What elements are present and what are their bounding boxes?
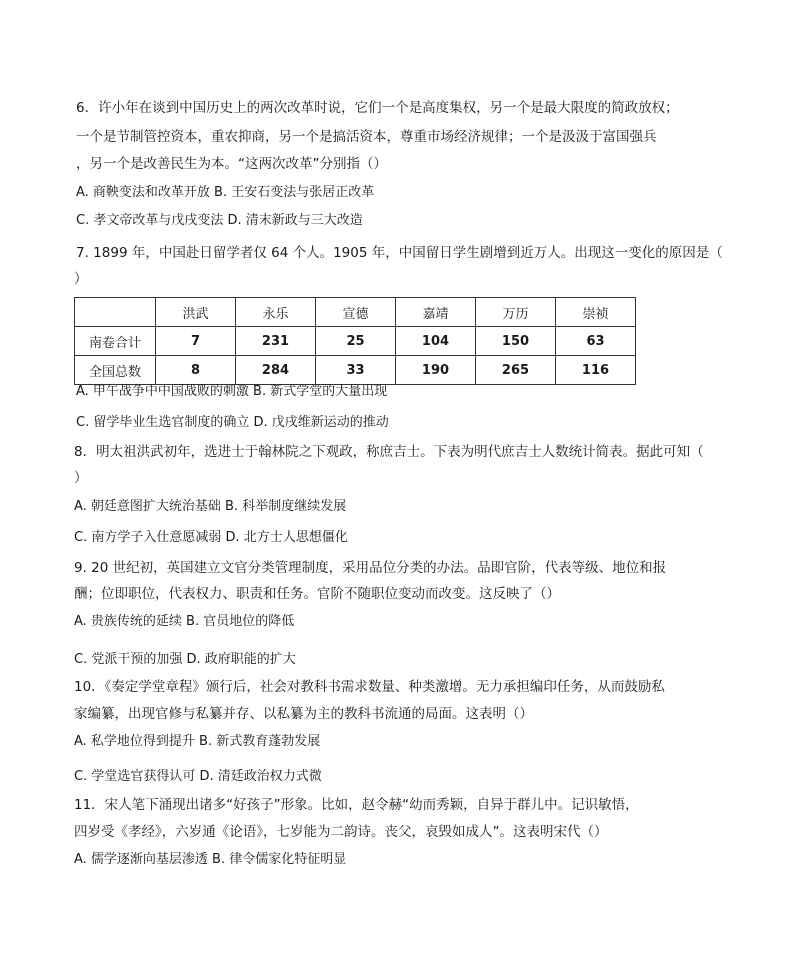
table-cell: 63 (556, 327, 636, 356)
table-row-label: 南卷合计 (75, 327, 156, 356)
table-corner-cell (75, 298, 156, 327)
q11-options-ab: A. 儒学逐渐向基层渗透 B. 律令儒家化特征明显 (74, 852, 347, 867)
q7-options-ab: A. 甲午战争中中国战败的刺激 B. 新式学堂的大量出现 (76, 384, 388, 399)
q6-stem-line3: ，另一个是改善民生为本。“这两次改革”分别指（） (76, 156, 387, 172)
q6-options-cd: C. 孝文帝改革与戊戌变法 D. 清末新政与三大改造 (76, 213, 363, 228)
q10-stem-line1: 10．《奏定学堂章程》颁行后，社会对教科书需求数量、种类激增。无力承担编印任务，从而鼓励私 (74, 679, 665, 695)
q6-stem-line2: 一个是节制管控资本，重农抑商，另一个是搞活资本，尊重市场经济规律；一个是汲汲于富国强兵 (76, 129, 657, 145)
q9-options-cd: C. 党派干预的加强 D. 政府职能的扩大 (74, 652, 296, 667)
table-cell: 25 (316, 327, 396, 356)
q10-stem-line2: 家编纂，出现官修与私纂并存、以私纂为主的教科书流通的局面。这表明（） (74, 706, 533, 722)
q7-stem-line2: ） (74, 271, 88, 287)
table-header-cell: 嘉靖 (396, 298, 476, 327)
table-header-cell: 宣德 (316, 298, 396, 327)
table-cell: 8 (156, 356, 236, 385)
q8-options-cd: C. 南方学子入仕意愿减弱 D. 北方士人思想僵化 (74, 530, 348, 545)
table-row-label: 全国总数 (75, 356, 156, 385)
table-header-cell: 万历 (476, 298, 556, 327)
table-header-cell: 永乐 (236, 298, 316, 327)
q8-stem-line2: ） (74, 470, 88, 486)
table-cell: 150 (476, 327, 556, 356)
q11-stem-line2: 四岁受《孝经》，六岁通《论语》，七岁能为二韵诗。丧父，哀毁如成人”。这表明宋代（） (74, 824, 608, 840)
table-header-cell: 崇祯 (556, 298, 636, 327)
table-row (75, 327, 636, 356)
table-cell: 116 (556, 356, 636, 385)
q11-stem-line1: 11．宋人笔下涌现出诸多“好孩子”形象。比如，赵令赫“幼而秀颖，自异于群儿中。记识敏悟， (74, 797, 639, 813)
q7-stem-line1: 7. 1899 年，中国赴日留学者仅 64 个人。1905 年，中国留日学生剧增到近万人。出现这一变化的原因是（ (76, 245, 723, 261)
q6-options-ab: A. 商鞅变法和改革开放 B. 王安石变法与张居正改革 (76, 185, 375, 200)
table-cell: 33 (316, 356, 396, 385)
shujishi-stats-table (74, 297, 636, 385)
table-row (75, 356, 636, 385)
q6-stem-line1: 6．许小年在谈到中国历史上的两次改革时说，它们一个是高度集权，另一个是最大限度的简政放权； (76, 100, 679, 116)
q8-stem-line1: 8．明太祖洪武初年，选进士于翰林院之下观政，称庶吉士。下表为明代庶吉士人数统计简表。据此可知（ (74, 444, 704, 460)
q9-stem-line1: 9. 20 世纪初，英国建立文官分类管理制度，采用品位分类的办法。品即官阶，代表等级、地位和报 (74, 560, 667, 576)
table-cell: 7 (156, 327, 236, 356)
q8-options-ab: A. 朝廷意图扩大统治基础 B. 科举制度继续发展 (74, 499, 347, 514)
table-header-cell: 洪武 (156, 298, 236, 327)
table-cell: 231 (236, 327, 316, 356)
q7-options-cd: C. 留学毕业生选官制度的确立 D. 戊戌维新运动的推动 (76, 415, 389, 430)
table-cell: 190 (396, 356, 476, 385)
q9-options-ab: A. 贵族传统的延续 B. 官员地位的降低 (74, 614, 295, 629)
q10-options-ab: A. 私学地位得到提升 B. 新式教育蓬勃发展 (74, 734, 321, 749)
q9-stem-line2: 酬；位即职位，代表权力、职责和任务。官阶不随职位变动而改变。这反映了（） (74, 586, 560, 602)
q10-options-cd: C. 学堂选官获得认可 D. 清廷政治权力式微 (74, 769, 322, 784)
table-header-row (75, 298, 636, 327)
table-cell: 104 (396, 327, 476, 356)
table-cell: 284 (236, 356, 316, 385)
table-cell: 265 (476, 356, 556, 385)
